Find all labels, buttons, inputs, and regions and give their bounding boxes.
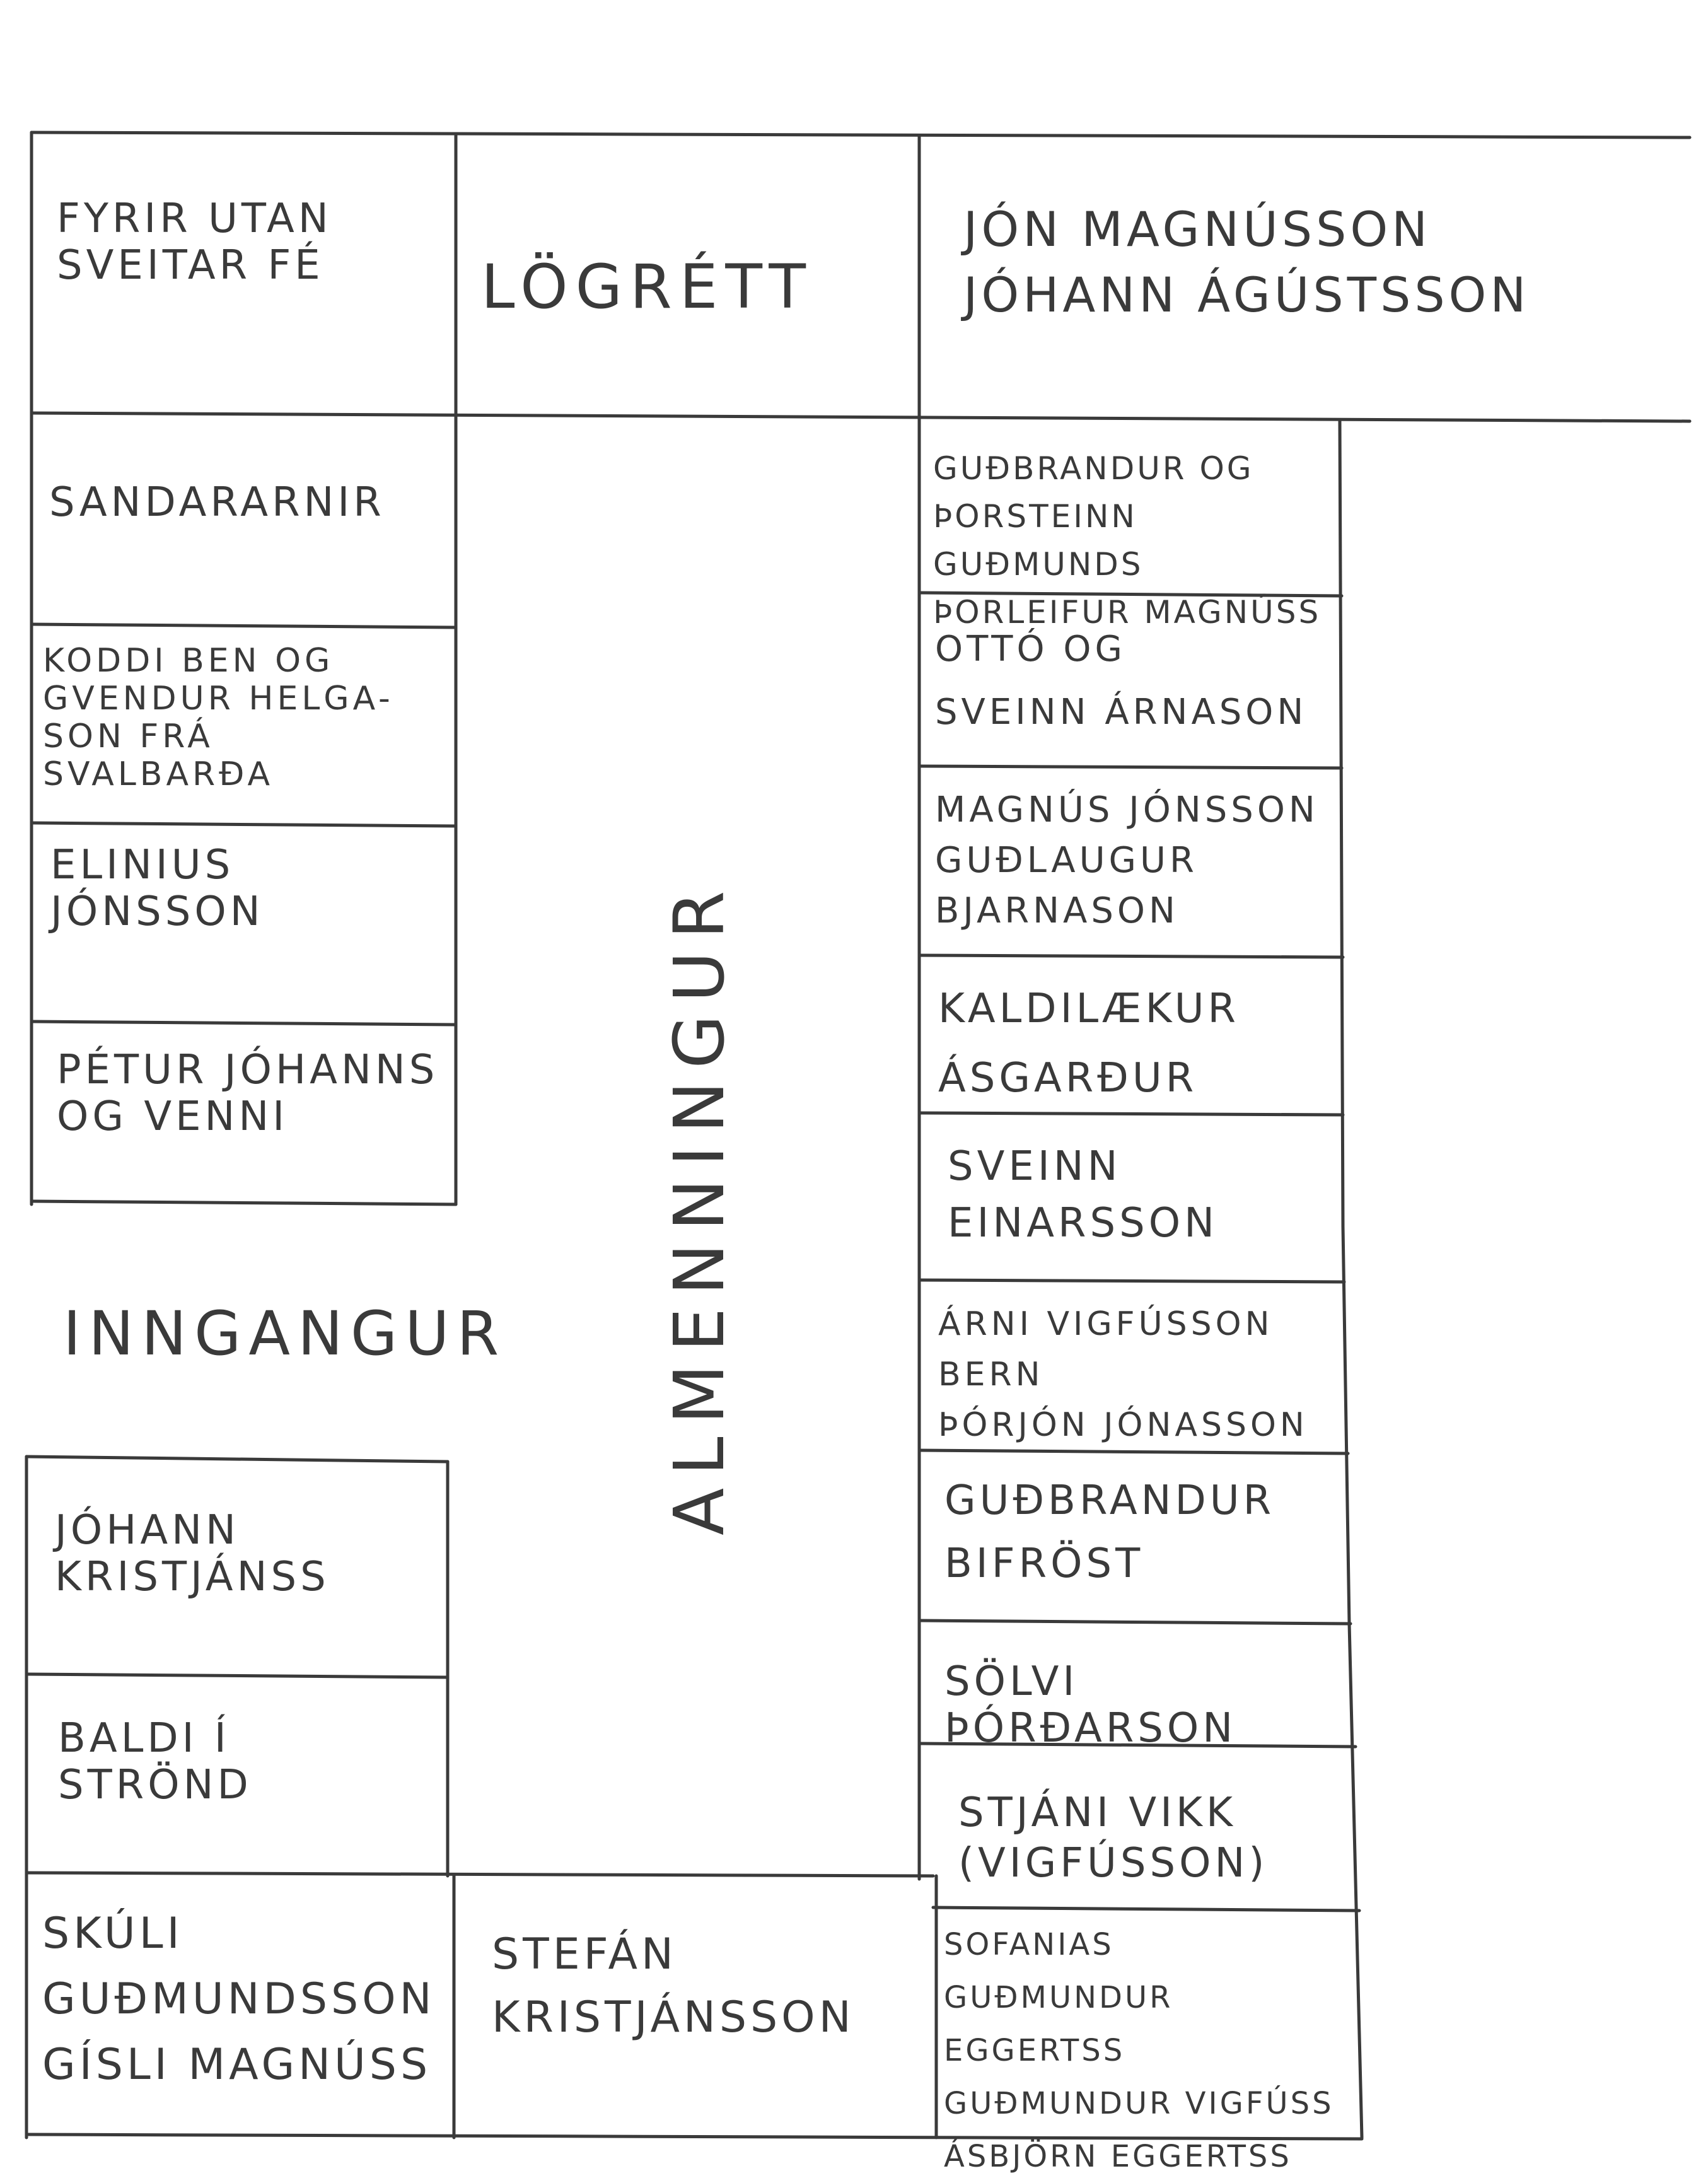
- pen-label: JÓHANN KRISTJÁNSS: [55, 1507, 330, 1600]
- pen-label: STEFÁN KRISTJÁNSSON: [492, 1930, 855, 2042]
- pen-right-4: [919, 955, 1342, 1113]
- pen-label: ÁRNI VIGFÚSSON BERN ÞÓRJÓN JÓNASSON: [938, 1305, 1308, 1444]
- pen-label: OTTÓ OG SVEINN ÁRNASON: [935, 629, 1308, 733]
- aisle-label: ALMENNINGUR: [659, 878, 740, 1535]
- pen-left-2: [32, 624, 456, 823]
- pen-left-4: [32, 1022, 456, 1201]
- pen-left-7: [26, 1873, 454, 2134]
- pen-outside-district: [32, 132, 456, 416]
- pen-top-right: [919, 137, 1690, 419]
- pen-label: GUÐBRANDUR OG ÞORSTEINN GUÐMUNDS ÞORLEIFUR MAGNÚSS: [933, 450, 1322, 631]
- pen-label: SÖLVI ÞÓRÐARSON: [944, 1658, 1237, 1752]
- pen-label: JÓN MAGNÚSSON JÓHANN ÁGÚSTSSON: [963, 201, 1530, 323]
- pen-right-10: [936, 1911, 1359, 2174]
- pen-logrett: [456, 136, 919, 416]
- pen-label: FYRIR UTAN SVEITAR FÉ: [57, 195, 332, 289]
- pen-label: SANDARARNIR: [49, 479, 385, 526]
- pen-right-1: [919, 419, 1342, 631]
- pen-right-9: [930, 1743, 1356, 1907]
- pen-label: SKÚLI GUÐMUNDSSON GÍSLI MAGNÚSS: [42, 1909, 436, 2090]
- pen-left-1: [32, 416, 456, 624]
- pen-right-8: [919, 1621, 1351, 1752]
- pen-label: PÉTUR JÓHANNS OG VENNI: [57, 1047, 439, 1140]
- pen-label: MAGNÚS JÓNSSON GUÐLAUGUR BJARNASON: [935, 789, 1319, 931]
- pen-label: SOFANIAS GUÐMUNDUR EGGERTSS GUÐMUNDUR VIGFÚSS ÁSBJÖRN EGGERTSS: [944, 1927, 1334, 2174]
- pen-right-3: [919, 766, 1342, 955]
- pen-right-6: [919, 1280, 1345, 1450]
- pen-left-3: [32, 823, 456, 1022]
- pen-label: BALDI Í STRÖND: [58, 1715, 252, 1808]
- pen-label: ELINIUS JÓNSSON: [50, 842, 264, 935]
- pen-right-2: [919, 593, 1342, 766]
- pen-label: SVEINN EINARSSON: [948, 1143, 1218, 1247]
- pen-bottom-middle: [454, 1876, 936, 2134]
- pen-label: KALDILÆKUR ÁSGARÐUR: [938, 986, 1240, 1102]
- pen-right-7: [919, 1450, 1348, 1621]
- entrance-label: INNGANGUR: [63, 1298, 507, 1369]
- pen-right-5: [919, 1113, 1342, 1280]
- pen-left-5: [26, 1457, 448, 1674]
- pen-label: LÖGRÉTT: [481, 252, 813, 322]
- pen-label: KODDI BEN OG GVENDUR HELGA- SON FRÁ SVALBARÐA: [43, 642, 394, 793]
- pen-label: STJÁNI VIKK (VIGFÚSSON): [958, 1790, 1269, 1887]
- pen-left-6: [26, 1674, 448, 1873]
- pen-label: GUÐBRANDUR BIFRÖST: [944, 1477, 1275, 1587]
